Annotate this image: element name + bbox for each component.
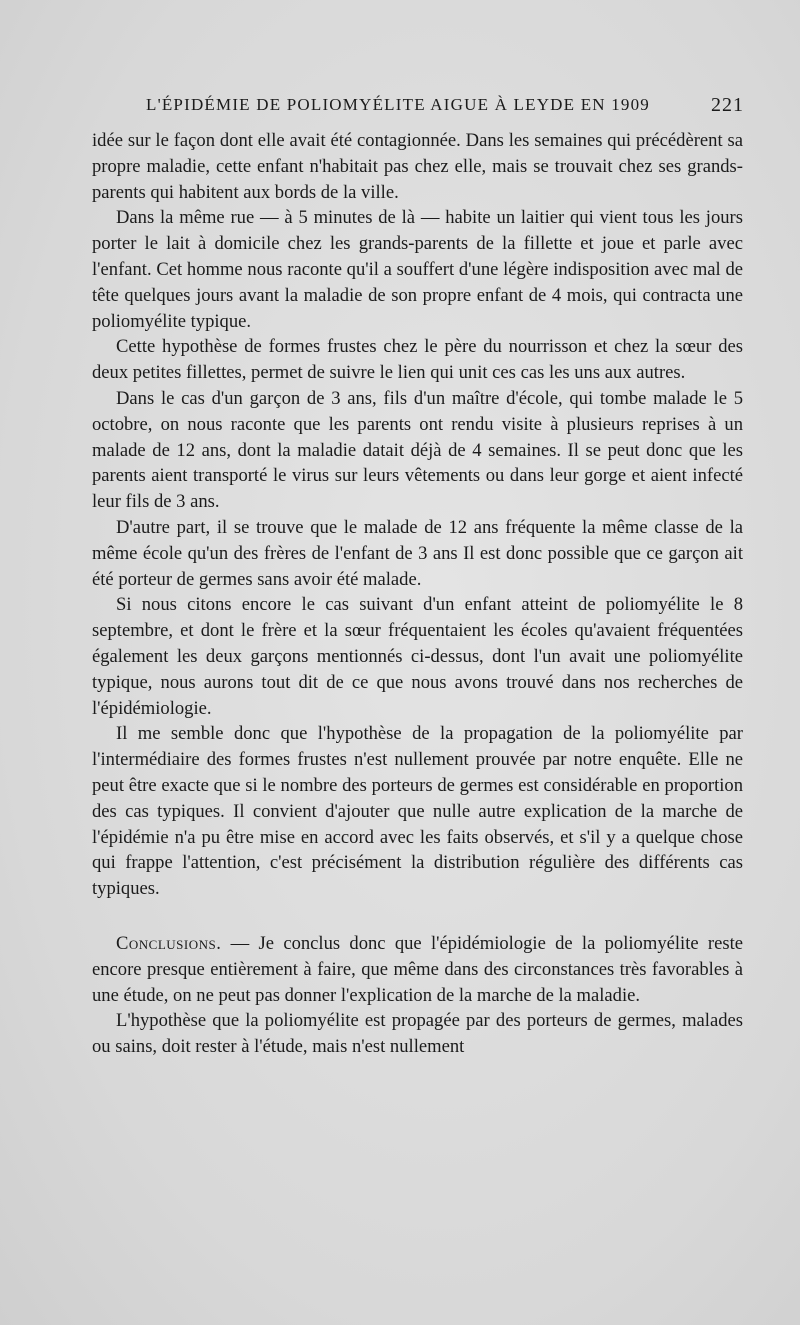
running-title: L'ÉPIDÉMIE DE POLIOMYÉLITE AIGUE À LEYDE EN 1909 bbox=[146, 95, 651, 114]
paragraph-conclusions bbox=[92, 931, 743, 1008]
paragraph-schoolmaster-son: Dans le cas d'un garçon de 3 ans, fils d'un maître d'école, qui tombe malade le 5 octobre, on nous raconte que les parents ont rendu visite à plusieurs reprises à un malade de 12 ans, dont la maladie datait déjà de 4 semaines. Il se peut donc que les parents aient transporté le virus sur leurs vêtements ou dans leur gorge et aient infecté leur fils de 3 ans. bbox=[92, 387, 743, 513]
paragraph-final: L'hypothèse que la poliomyélite est propagée par des porteurs de germes, malades ou sains, doit rester à l'étude, mais n'est nullement bbox=[92, 1010, 743, 1058]
paragraph-milkman: Dans la même rue — à 5 minutes de là — habite un laitier qui vient tous les jours porter le lait à domicile chez les grands-parents de la fillette et joue et parle avec l'enfant. Cet homme nous raconte qu'il a souffert d'une légère indisposition avec mal de tête quelques jours avant la maladie de son propre enfant de 4 mois, qui contracta une poliomyélite typique. bbox=[92, 207, 743, 332]
page-header bbox=[92, 92, 744, 122]
body-text bbox=[92, 128, 743, 1060]
paragraph-frustes-discussion: Il me semble donc que l'hypothèse de la propagation de la poliomyélite par l'intermédiaire des formes frustes n'est nullement prouvée par notre enquête. Elle ne peut être exacte que si le nombre des porteurs de germes est considérable en proportion des cas typiques. Il convient d'ajouter que nulle autre explication de la marche de l'épidémie n'a pu être mise en accord avec les faits observés, et s'il y a quelque chose qui frappe l'attention, c'est précisément la distribution régulière des différents cas typiques. bbox=[92, 723, 743, 900]
paragraph-hypothesis: Cette hypothèse de formes frustes chez le père du nourrisson et chez la sœur des deux petites fillettes, permet de suivre le lien qui unit ces cas les uns aux autres. bbox=[92, 336, 743, 384]
paragraph-classmate: D'autre part, il se trouve que le malade de 12 ans fréquente la même classe de la même école qu'un des frères de l'enfant de 3 ans Il est donc possible que ce garçon ait été porteur de germes sans avoir été malade. bbox=[92, 516, 743, 590]
conclusions-label: Conclusions. bbox=[116, 932, 222, 954]
conclusions-text: — Je conclus donc que l'épidémiologie de la poliomyélite reste encore presque entièrement à faire, que même dans des circonstances très favorables à une étude, on ne peut pas donner l'explication de la marche de la maladie. bbox=[92, 932, 743, 1006]
paragraph-continuation: idée sur le façon dont elle avait été contagionnée. Dans les semaines qui précédèrent sa propre maladie, cette enfant n'habitait pas chez elle, mais se trouvait chez ses grands-parents qui habitent aux bords de la ville. bbox=[92, 130, 743, 203]
paragraph-september-case: Si nous citons encore le cas suivant d'un enfant atteint de poliomyélite le 8 septembre, et dont le frère et la sœur fréquentaient les écoles qu'avaient fréquentées également les deux garçons mentionnés ci-dessus, dont l'un avait une poliomyélite typique, nous aurons tout dit de ce que nous avons trouvé dans nos recherches de l'épidémiologie. bbox=[92, 594, 743, 719]
page-number: 221 bbox=[711, 94, 744, 116]
